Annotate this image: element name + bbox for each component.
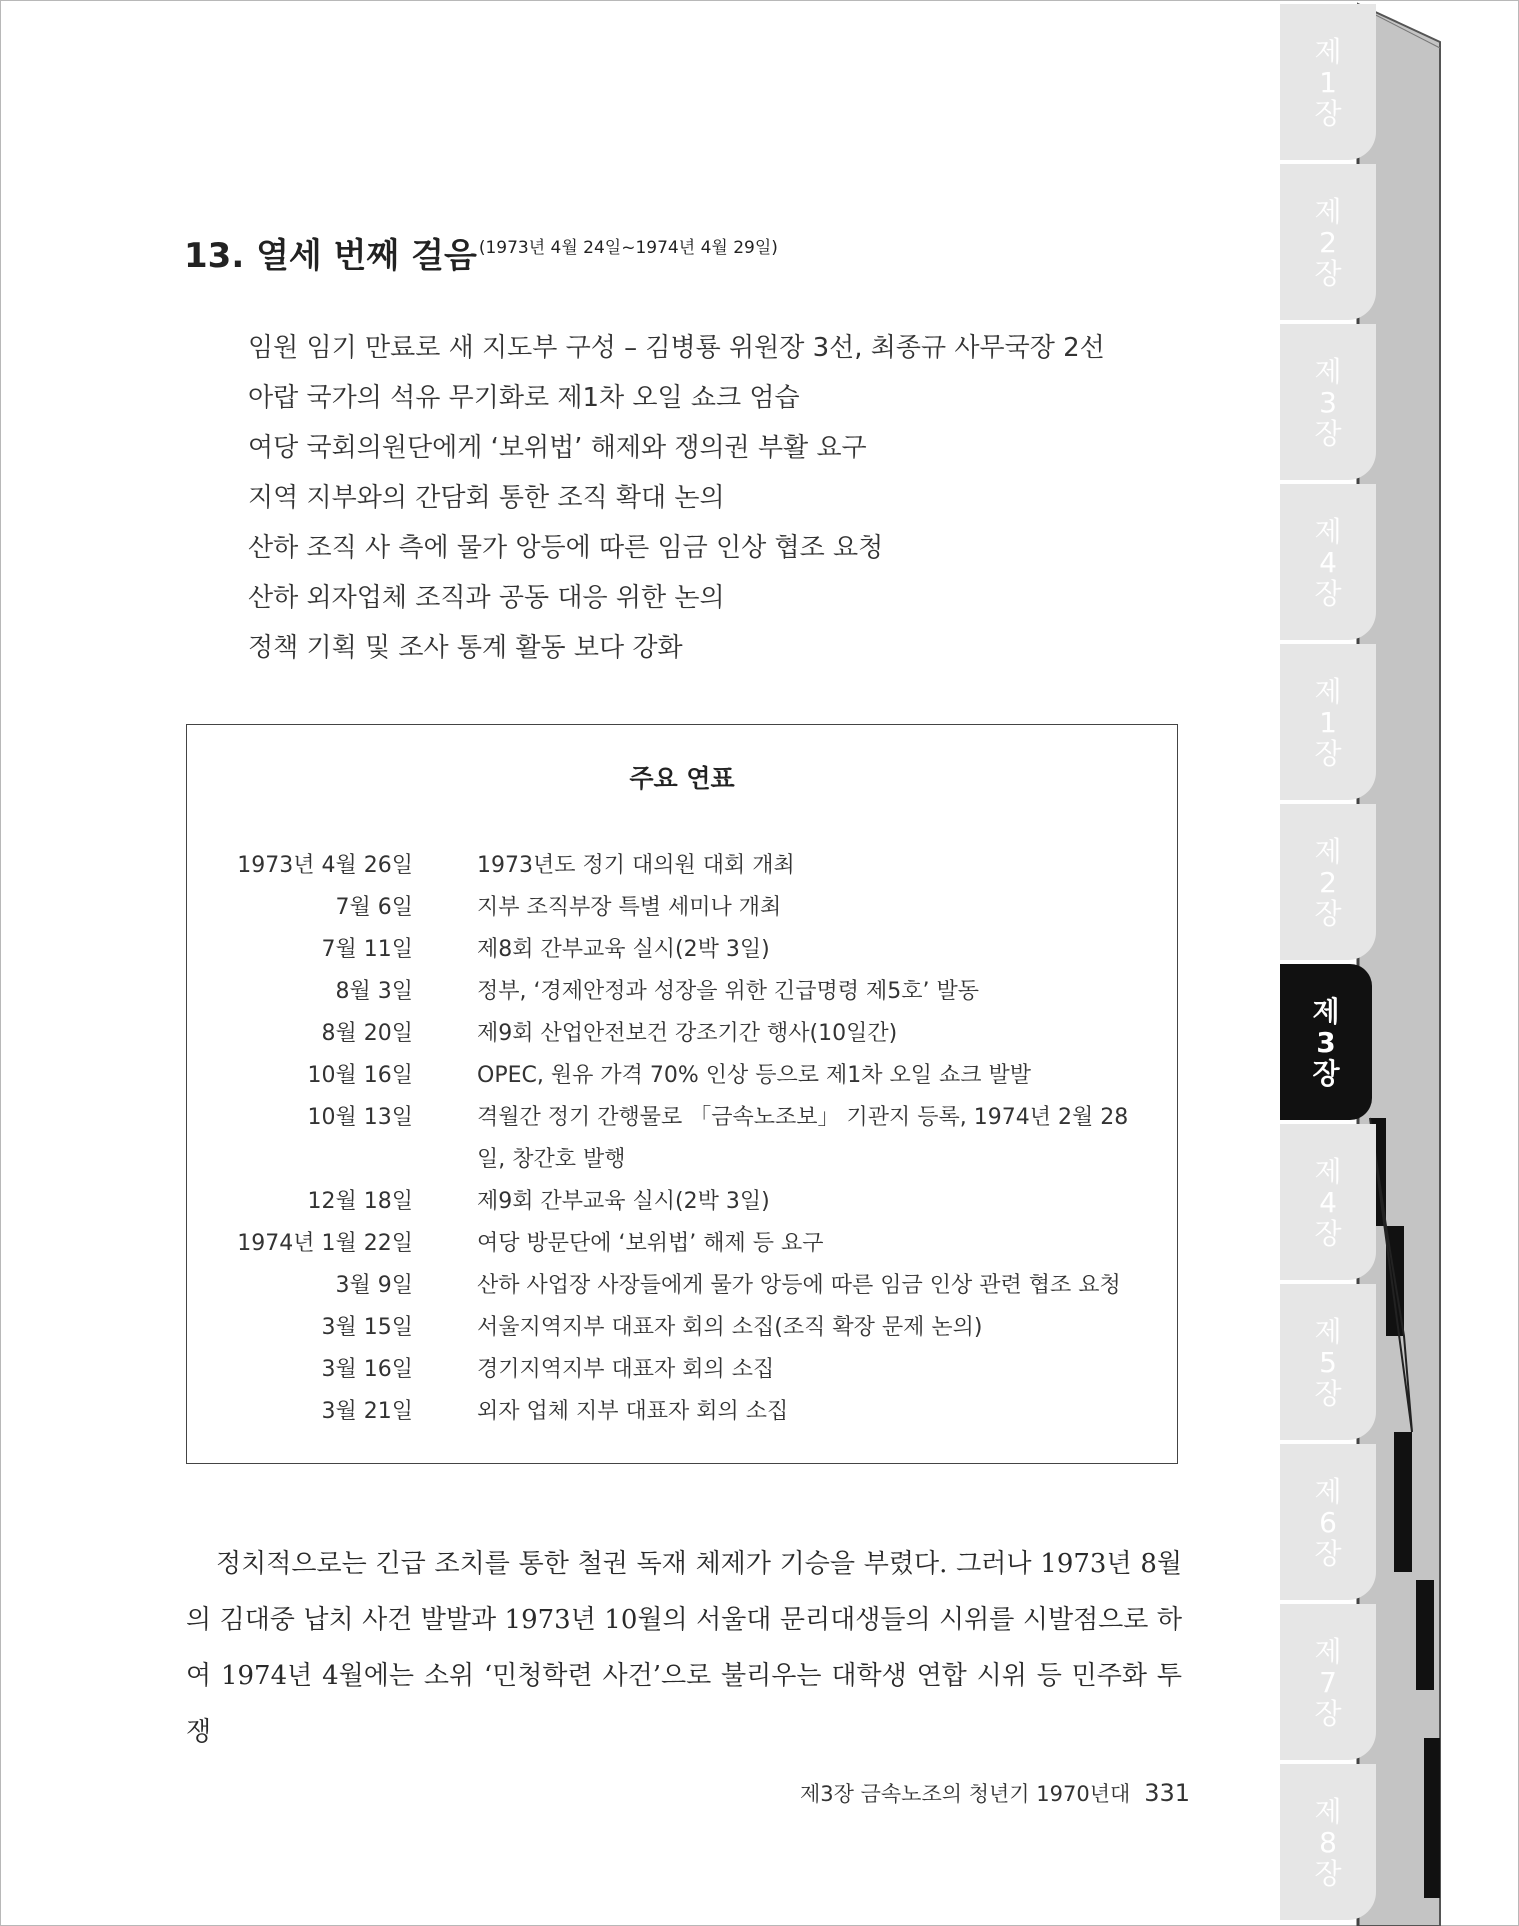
summary-item: 여당 국회의원단에게 ‘보위법’ 해제와 쟁의권 부활 요구 <box>248 433 867 463</box>
page-number: 331 <box>1144 1779 1191 1807</box>
chronology-event: 1973년도 정기 대의원 대회 개최 <box>477 853 795 878</box>
chronology-row <box>187 1223 1177 1265</box>
tab-number: 3 <box>1319 385 1337 419</box>
summary-item: 산하 외자업체 조직과 공동 대응 위한 논의 <box>248 583 725 613</box>
chronology-event: 외자 업체 지부 대표자 회의 소집 <box>477 1399 789 1424</box>
section-title-text: 13. 열세 번째 걸음 <box>184 236 477 276</box>
tab-number: 1 <box>1319 705 1337 739</box>
chronology-date: 10월 13일 <box>307 1105 413 1130</box>
chronology-row <box>187 971 1177 1013</box>
chronology-event: 경기지역지부 대표자 회의 소집 <box>477 1357 775 1382</box>
running-title: 제3장 금속노조의 청년기 1970년대 <box>800 1782 1131 1806</box>
chapter-tab[interactable] <box>1280 1764 1376 1920</box>
chronology-row <box>187 1307 1177 1349</box>
tab-number: 6 <box>1319 1505 1337 1539</box>
tab-suffix: 장 <box>1314 1376 1342 1410</box>
tab-suffix: 장 <box>1314 1696 1342 1730</box>
chapter-tab[interactable] <box>1280 1284 1376 1440</box>
chronology-date: 3월 16일 <box>321 1357 413 1382</box>
tab-number: 1 <box>1319 65 1337 99</box>
chronology-row <box>187 887 1177 929</box>
chronology-date: 8월 3일 <box>335 979 413 1004</box>
tab-number: 5 <box>1319 1345 1337 1379</box>
chronology-date: 7월 11일 <box>321 937 413 962</box>
chronology-date: 7월 6일 <box>335 895 413 920</box>
chronology-event: 제8회 간부교육 실시(2박 3일) <box>477 937 770 962</box>
chronology-row <box>187 1097 1177 1181</box>
tab-number: 8 <box>1319 1825 1337 1859</box>
chronology-date: 12월 18일 <box>307 1189 413 1214</box>
chapter-tab[interactable] <box>1280 164 1376 320</box>
chronology-box <box>186 724 1178 1464</box>
tab-suffix: 장 <box>1314 1856 1342 1890</box>
tab-suffix: 장 <box>1314 896 1342 930</box>
chapter-tab[interactable] <box>1280 644 1376 800</box>
chronology-table <box>187 845 1177 1433</box>
chronology-event: 격월간 정기 간행물로 「금속노조보」 기관지 등록, 1974년 2월 28일, 창간호 발행 <box>477 1105 1129 1172</box>
tab-prefix: 제 <box>1314 34 1342 68</box>
chronology-event: 서울지역지부 대표자 회의 소집(조직 확장 문제 논의) <box>477 1315 983 1340</box>
tab-prefix: 제 <box>1314 1314 1342 1348</box>
tab-prefix: 제 <box>1314 354 1342 388</box>
tab-prefix: 제 <box>1314 1634 1342 1668</box>
chapter-tab[interactable] <box>1280 1444 1376 1600</box>
chronology-title: 주요 연표 <box>629 764 735 793</box>
tab-prefix: 제 <box>1312 994 1340 1028</box>
tab-number: 2 <box>1319 225 1337 259</box>
tab-prefix: 제 <box>1314 1794 1342 1828</box>
summary-item: 지역 지부와의 간담회 통한 조직 확대 논의 <box>248 483 725 513</box>
summary-item: 정책 기획 및 조사 통계 활동 보다 강화 <box>248 633 683 663</box>
chapter-tab[interactable] <box>1280 804 1376 960</box>
summary-list <box>248 328 1105 678</box>
chronology-event: 여당 방문단에 ‘보위법’ 해제 등 요구 <box>477 1231 824 1256</box>
tab-suffix: 장 <box>1314 1216 1342 1250</box>
summary-item: 산하 조직 사 측에 물가 앙등에 따른 임금 인상 협조 요청 <box>248 533 884 563</box>
chronology-row <box>187 1181 1177 1223</box>
tab-prefix: 제 <box>1314 194 1342 228</box>
chapter-tab-active[interactable] <box>1280 964 1372 1120</box>
body-paragraph: 정치적으로는 긴급 조치를 통한 철권 독재 체제가 기승을 부렸다. 그러나 1973년 8월의 김대중 납치 사건 발발과 1973년 10월의 서울대 문리대생들의 시위를 시발점으로 하여 1974년 4월에는 소위 ‘민청학련 사건’으로 불리우는 대학생 연합 시위 등 민주화 투쟁 <box>186 1549 1182 1747</box>
chronology-date: 10월 16일 <box>307 1063 413 1088</box>
tab-number: 7 <box>1319 1665 1337 1699</box>
chronology-row <box>187 845 1177 887</box>
tab-prefix: 제 <box>1314 674 1342 708</box>
chapter-tab[interactable] <box>1280 4 1376 160</box>
chapter-tab[interactable] <box>1280 1124 1376 1280</box>
tab-suffix: 장 <box>1314 736 1342 770</box>
tab-prefix: 제 <box>1314 1474 1342 1508</box>
chronology-row <box>187 1055 1177 1097</box>
tab-suffix: 장 <box>1314 96 1342 130</box>
summary-item: 아랍 국가의 석유 무기화로 제1차 오일 쇼크 엄습 <box>248 383 800 413</box>
chronology-event: 산하 사업장 사장들에게 물가 앙등에 따른 임금 인상 관련 협조 요청 <box>477 1273 1121 1298</box>
chapter-tab[interactable] <box>1280 484 1376 640</box>
chronology-event: 제9회 간부교육 실시(2박 3일) <box>477 1189 770 1214</box>
tab-prefix: 제 <box>1314 514 1342 548</box>
summary-item: 임원 임기 만료로 새 지도부 구성 – 김병룡 위원장 3선, 최종규 사무국장 2선 <box>248 333 1105 363</box>
chronology-date: 1973년 4월 26일 <box>237 853 413 878</box>
chronology-row <box>187 1391 1177 1433</box>
tab-suffix: 장 <box>1314 256 1342 290</box>
chronology-event: 정부, ‘경제안정과 성장을 위한 긴급명령 제5호’ 발동 <box>477 979 979 1004</box>
chronology-date: 3월 15일 <box>321 1315 413 1340</box>
chronology-event: OPEC, 원유 가격 70% 인상 등으로 제1차 오일 쇼크 발발 <box>477 1063 1031 1088</box>
chronology-row <box>187 1349 1177 1391</box>
chronology-event: 제9회 산업안전보건 강조기간 행사(10일간) <box>477 1021 898 1046</box>
tab-number: 4 <box>1319 545 1337 579</box>
chronology-row <box>187 1013 1177 1055</box>
tab-prefix: 제 <box>1314 1154 1342 1188</box>
chapter-tab[interactable] <box>1280 324 1376 480</box>
tab-number: 3 <box>1316 1025 1336 1059</box>
section-title <box>184 228 778 277</box>
tab-number: 4 <box>1319 1185 1337 1219</box>
tab-suffix: 장 <box>1312 1056 1340 1090</box>
section-period: (1973년 4월 24일~1974년 4월 29일) <box>478 238 778 258</box>
tab-suffix: 장 <box>1314 1536 1342 1570</box>
chronology-date: 3월 9일 <box>335 1273 413 1298</box>
page-footer <box>800 1778 1190 1808</box>
chronology-row <box>187 1265 1177 1307</box>
tab-suffix: 장 <box>1314 576 1342 610</box>
chronology-date: 1974년 1월 22일 <box>237 1231 413 1256</box>
chronology-date: 3월 21일 <box>321 1399 413 1424</box>
chronology-row <box>187 929 1177 971</box>
chapter-tab[interactable] <box>1280 1604 1376 1760</box>
tab-suffix: 장 <box>1314 416 1342 450</box>
chronology-event: 지부 조직부장 특별 세미나 개최 <box>477 895 782 920</box>
tab-prefix: 제 <box>1314 834 1342 868</box>
tab-number: 2 <box>1319 865 1337 899</box>
chronology-date: 8월 20일 <box>321 1021 413 1046</box>
